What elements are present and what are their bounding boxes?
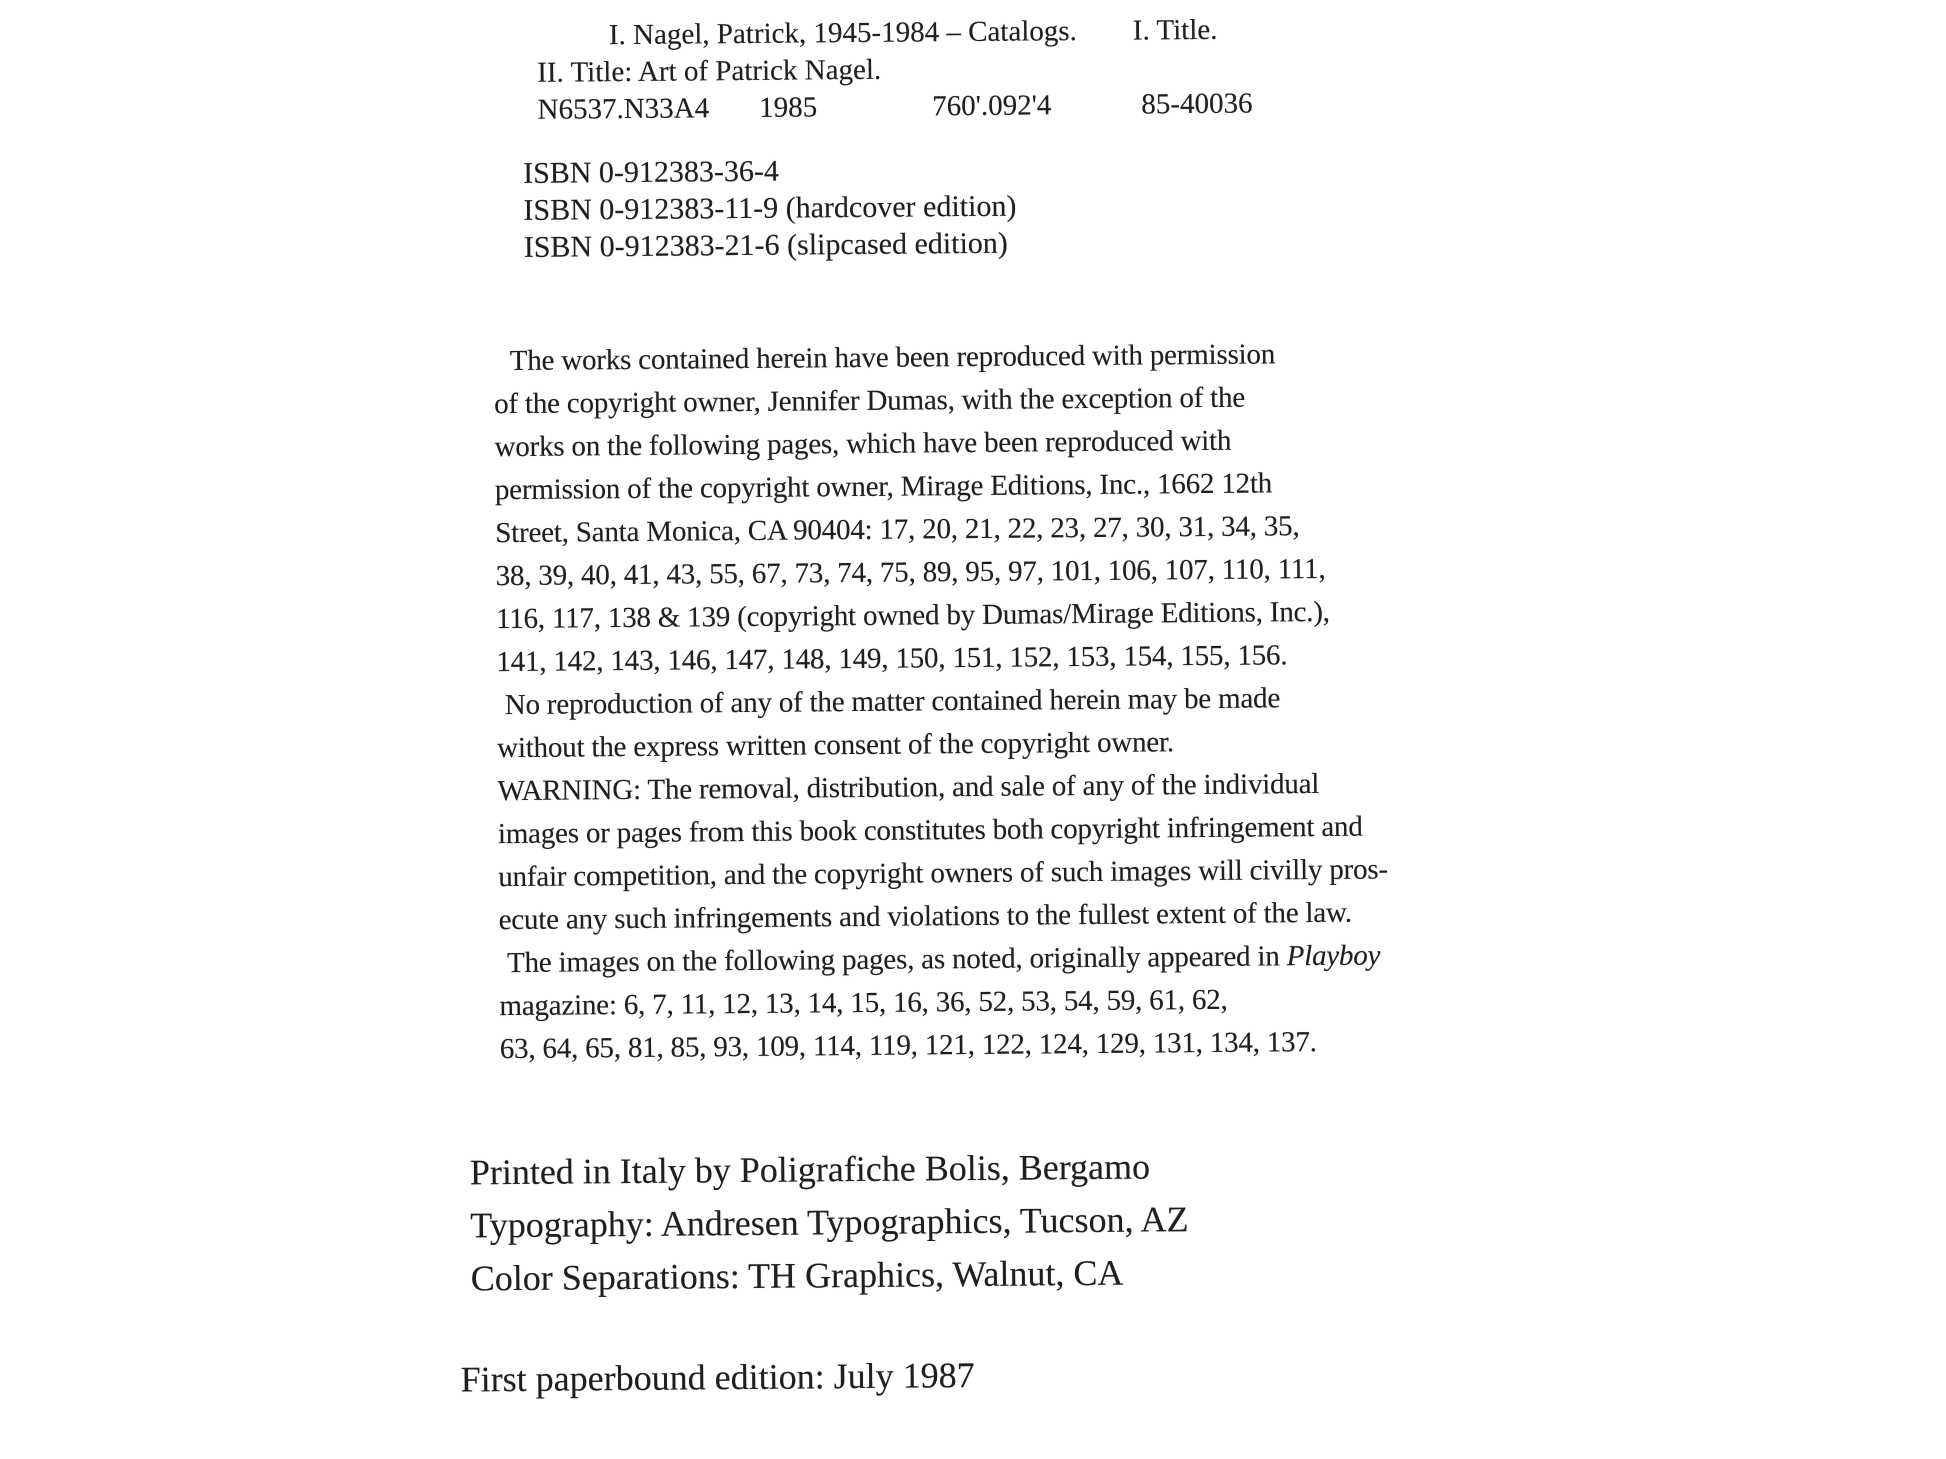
- paragraph-line: of the copyright owner, Jennifer Dumas, with the exception of the: [493, 381, 1246, 421]
- paragraph-line: permission of the copyright owner, Mirage Editions, Inc., 1662 12th: [494, 467, 1273, 507]
- paragraph-line: magazine: 6, 7, 11, 12, 13, 14, 15, 16, 36, 52, 53, 54, 59, 61, 62,: [499, 983, 1228, 1023]
- paragraph-line: 141, 142, 143, 146, 147, 148, 149, 150, 151, 152, 153, 154, 155, 156.: [496, 639, 1288, 679]
- catalog-subject-heading: I. Nagel, Patrick, 1945-1984 – Catalogs.: [608, 15, 1077, 52]
- isbn-list: [523, 151, 1017, 266]
- permissions-paragraph: [494, 332, 1390, 1071]
- catalog-line-1: [609, 12, 1252, 55]
- paragraph-line: The works contained herein have been reproduced with permission: [509, 338, 1276, 378]
- edition-note: First paperbound edition: July 1987: [460, 1355, 975, 1400]
- typography-line: Typography: Andresen Typographics, Tucson, AZ: [470, 1199, 1189, 1246]
- printed-in-line: Printed in Italy by Poligrafiche Bolis, Bergamo: [469, 1146, 1151, 1193]
- catalog-title-tracing: I. Title.: [1132, 13, 1218, 47]
- paragraph-line: works on the following pages, which have been reproduced with: [494, 424, 1232, 464]
- paragraph-line: WARNING: The removal, distribution, and sale of any of the individual: [497, 767, 1320, 808]
- catalog-call-number: N6537.N33A4: [537, 92, 710, 126]
- paragraph-line: 116, 117, 138 & 139 (copyright owned by Dumas/Mirage Editions, Inc.),: [495, 595, 1330, 636]
- catalog-year: 1985: [759, 91, 818, 124]
- production-credits: [470, 1140, 1190, 1305]
- catalog-line-3: [537, 86, 1252, 129]
- isbn-line: ISBN 0-912383-21-6 (slipcased edition): [523, 226, 1008, 264]
- paragraph-line: unfair competition, and the copyright owners of such images will civilly pros-: [498, 853, 1389, 894]
- catalog-line-2: II. Title: Art of Patrick Nagel.: [537, 53, 882, 89]
- paragraph-line: [499, 934, 1389, 985]
- isbn-line: ISBN 0-912383-36-4: [522, 154, 780, 190]
- paragraph-line: ecute any such infringements and violations to the fullest extent of the law.: [498, 896, 1353, 937]
- paragraph-line: No reproduction of any of the matter contained herein may be made: [504, 682, 1281, 722]
- paragraph-line: images or pages from this book constitutes both copyright infringement and: [497, 810, 1363, 851]
- catalog-lc-number: 85-40036: [1141, 87, 1253, 121]
- paragraph-line: Street, Santa Monica, CA 90404: 17, 20, 21, 22, 23, 27, 30, 31, 34, 35,: [495, 510, 1300, 550]
- paragraph-line: 38, 39, 40, 41, 43, 55, 67, 73, 74, 75, 89, 95, 97, 101, 106, 107, 110, 111,: [495, 552, 1326, 593]
- paragraph-line: without the express written consent of the copyright owner.: [497, 726, 1175, 765]
- color-separations-line: Color Separations: TH Graphics, Walnut, CA: [470, 1252, 1124, 1299]
- paragraph-line: 63, 64, 65, 81, 85, 93, 109, 114, 119, 121, 122, 124, 129, 131, 134, 137.: [499, 1026, 1317, 1066]
- catalog-entry: [537, 12, 1253, 129]
- catalog-dewey-number: 760'.092'4: [932, 89, 1052, 123]
- playboy-italic-word: Playboy: [1286, 939, 1381, 973]
- isbn-line: ISBN 0-912383-11-9 (hardcover edition): [523, 189, 1017, 227]
- paragraph-line-text: The images on the following pages, as noted, originally appeared in: [506, 940, 1287, 980]
